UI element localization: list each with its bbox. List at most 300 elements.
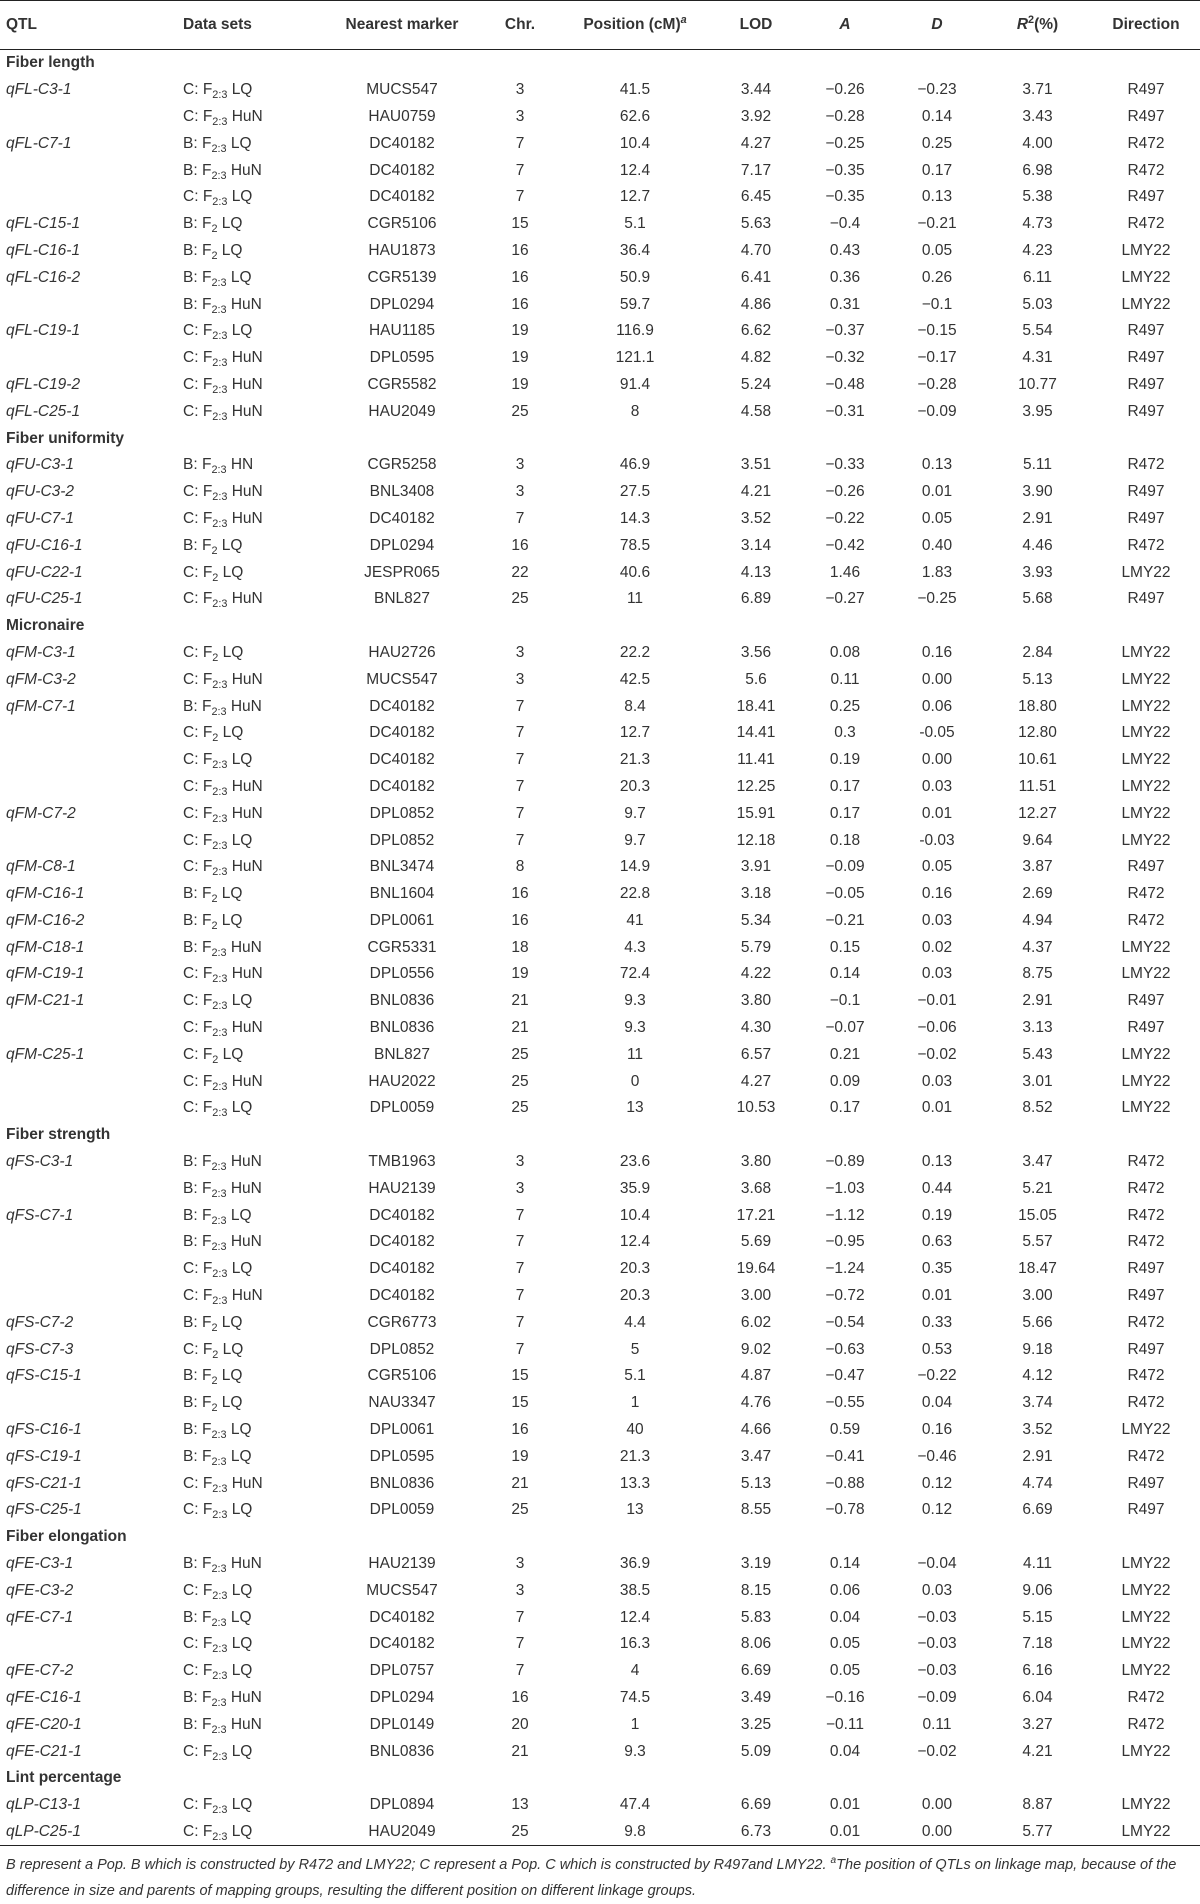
qtl-name bbox=[0, 1283, 177, 1310]
r2-percent: 8.87 bbox=[1022, 1796, 1053, 1814]
environment-code: HuN bbox=[231, 804, 263, 822]
direction: R497 bbox=[1127, 590, 1165, 608]
additive-effect: −0.16 bbox=[825, 1689, 865, 1706]
environment-code: LQ bbox=[221, 536, 243, 554]
position-cm: 40.6 bbox=[619, 563, 651, 581]
generation-subscript: 2:3 bbox=[212, 973, 228, 986]
environment-code: HuN bbox=[231, 777, 263, 795]
position-cm: 9.8 bbox=[557, 1819, 713, 1846]
additive-effect: −0.47 bbox=[825, 1367, 865, 1385]
position-cm: 9.3 bbox=[624, 1019, 646, 1037]
table-row bbox=[0, 1041, 1200, 1068]
dominance-effect: 0.01 bbox=[921, 804, 953, 822]
generation-subscript: 2:3 bbox=[211, 1214, 227, 1227]
chromosome: 3 bbox=[515, 1581, 525, 1599]
data-set: C: $F_{2:3}$ HuN bbox=[183, 670, 263, 691]
additive-effect: 0.31 bbox=[829, 295, 861, 313]
direction: LMY22 bbox=[1121, 697, 1171, 715]
nearest-marker: DPL0757 bbox=[369, 1662, 435, 1680]
dominance-effect: −0.22 bbox=[917, 1367, 957, 1385]
section-title: Lint percentage bbox=[6, 1769, 122, 1787]
qtl-name bbox=[0, 720, 177, 747]
population-code: C bbox=[183, 590, 195, 608]
nearest-marker: BNL0836 bbox=[369, 1019, 435, 1037]
nearest-marker: DC40182 bbox=[369, 188, 435, 206]
r2-percent: 5.21 bbox=[1022, 1179, 1053, 1197]
direction: R472 bbox=[1127, 1447, 1165, 1465]
position-cm: 116.9 bbox=[616, 322, 654, 340]
position-cm: 10.4 bbox=[619, 134, 651, 152]
dominance-effect: 0.13 bbox=[921, 1153, 953, 1171]
dominance-effect: 0.16 bbox=[921, 885, 953, 903]
additive-effect: −0.88 bbox=[825, 1474, 865, 1492]
nearest-marker: HAU2726 bbox=[368, 643, 436, 661]
nearest-marker: DPL0059 bbox=[369, 1099, 435, 1117]
population-code: B bbox=[183, 938, 194, 956]
environment-code: LQ bbox=[230, 1421, 252, 1439]
table-row bbox=[0, 1819, 1200, 1846]
chromosome: 25 bbox=[511, 1099, 529, 1117]
table-row bbox=[0, 1229, 1200, 1256]
position-cm: 46.9 bbox=[619, 456, 651, 474]
chromosome: 7 bbox=[515, 509, 525, 527]
direction: LMY22 bbox=[1121, 563, 1171, 581]
qtl-name: qFL-C15-1 bbox=[6, 215, 81, 233]
generation-subscript: 2:3 bbox=[211, 142, 227, 155]
direction: R472 bbox=[1127, 1689, 1165, 1706]
chromosome: 7 bbox=[515, 161, 525, 179]
r2-percent: 4.12 bbox=[1022, 1367, 1053, 1385]
qtl-name: qFS-C7-2 bbox=[6, 1313, 74, 1331]
direction: LMY22 bbox=[1121, 643, 1171, 661]
nearest-marker: DPL0294 bbox=[369, 536, 435, 554]
lod-value: 3.68 bbox=[740, 1179, 772, 1197]
environment-code: LQ bbox=[231, 1662, 253, 1680]
environment-code: LQ bbox=[231, 188, 253, 206]
environment-code: LQ bbox=[222, 1340, 244, 1358]
r2-percent: 2.91 bbox=[1022, 1447, 1053, 1465]
r2-percent: 12.27 bbox=[1018, 804, 1057, 822]
data-set: C: $F_{2:3}$ LQ bbox=[183, 1635, 253, 1656]
lod-value: 6.69 bbox=[740, 1796, 772, 1814]
additive-effect: −0.78 bbox=[825, 1501, 865, 1519]
additive-effect: −0.26 bbox=[825, 483, 865, 501]
population-code: B bbox=[183, 1206, 194, 1224]
dominance-effect: 0.53 bbox=[921, 1340, 953, 1358]
nearest-marker: JESPR065 bbox=[364, 563, 440, 581]
header-chr: Chr. bbox=[483, 1, 557, 50]
qtl-name bbox=[0, 1175, 177, 1202]
data-set: B: $F_2$ LQ bbox=[183, 1313, 243, 1334]
lod-value: 4.66 bbox=[740, 1421, 772, 1439]
nearest-marker: HAU2049 bbox=[368, 402, 436, 420]
table-row bbox=[0, 1631, 1200, 1658]
population-code: C bbox=[183, 1662, 195, 1680]
population-code: B bbox=[183, 161, 194, 179]
additive-effect: 0.01 bbox=[829, 1796, 861, 1814]
nearest-marker: DC40182 bbox=[369, 161, 435, 179]
table-row bbox=[0, 934, 1200, 961]
position-cm: 5 bbox=[630, 1340, 640, 1358]
additive-effect: 0.17 bbox=[829, 777, 861, 795]
dominance-effect: −0.17 bbox=[917, 349, 957, 367]
r2-percent: 9.64 bbox=[1022, 831, 1053, 849]
data-set: C: $F_{2:3}$ HuN bbox=[183, 804, 263, 825]
nearest-marker: DPL0059 bbox=[369, 1501, 435, 1519]
nearest-marker: CGR5331 bbox=[367, 938, 437, 956]
data-set: B: $F_{2:3}$ HuN bbox=[183, 938, 262, 959]
additive-effect: −0.41 bbox=[825, 1447, 865, 1465]
qtl-name: qFM-C21-1 bbox=[6, 992, 85, 1010]
position-cm: 50.9 bbox=[619, 268, 651, 286]
chromosome: 7 bbox=[515, 1260, 525, 1278]
generation-subscript: 2:3 bbox=[212, 491, 228, 504]
qtl-name: qFU-C7-1 bbox=[6, 509, 75, 527]
header-additive: A bbox=[799, 1, 891, 50]
population-code: C bbox=[183, 107, 195, 125]
r2-percent: 3.74 bbox=[1022, 1394, 1053, 1412]
lod-value: 12.25 bbox=[736, 777, 776, 795]
table-row bbox=[0, 1417, 1200, 1444]
r2-percent: 3.87 bbox=[1022, 858, 1053, 876]
chromosome: 25 bbox=[511, 590, 529, 608]
section-title: Micronaire bbox=[6, 617, 85, 635]
chromosome: 7 bbox=[515, 1313, 525, 1331]
direction: R497 bbox=[1127, 188, 1165, 206]
generation-subscript: 2:3 bbox=[212, 410, 228, 423]
generation-subscript: 2:3 bbox=[212, 1000, 228, 1013]
environment-code: HuN bbox=[230, 161, 262, 179]
lod-value: 3.56 bbox=[740, 643, 772, 661]
lod-value: 6.57 bbox=[740, 1045, 772, 1063]
table-row bbox=[0, 345, 1200, 372]
additive-effect: 0.06 bbox=[829, 1581, 861, 1599]
environment-code: HuN bbox=[231, 402, 263, 420]
additive-effect: −0.37 bbox=[825, 322, 865, 340]
direction: R472 bbox=[1127, 911, 1165, 929]
table-row bbox=[0, 211, 1200, 238]
table-row bbox=[0, 1390, 1200, 1417]
additive-effect: −0.48 bbox=[825, 375, 865, 393]
lod-value: 3.92 bbox=[740, 107, 772, 125]
environment-code: LQ bbox=[222, 563, 244, 581]
data-set: B: $F_{2:3}$ HuN bbox=[183, 1715, 262, 1736]
position-cm: 20.3 bbox=[619, 1260, 651, 1278]
section-row bbox=[0, 613, 1200, 640]
r2-percent: 2.91 bbox=[1022, 509, 1053, 527]
environment-code: HuN bbox=[231, 858, 263, 876]
data-set: C: $F_{2:3}$ HuN bbox=[183, 107, 263, 129]
generation-subscript: 2:3 bbox=[212, 1804, 228, 1817]
chromosome: 7 bbox=[515, 134, 525, 152]
nearest-marker: DC40182 bbox=[369, 1260, 435, 1278]
population-code: C bbox=[183, 402, 195, 420]
data-set: C: $F_{2:3}$ LQ bbox=[183, 1796, 253, 1817]
environment-code: LQ bbox=[230, 134, 252, 152]
r2-percent: 4.73 bbox=[1022, 215, 1053, 233]
data-set: B: $F_{2:3}$ HuN bbox=[183, 1689, 262, 1710]
dominance-effect: 0.25 bbox=[921, 134, 953, 152]
population-code: B bbox=[183, 215, 194, 233]
direction: R497 bbox=[1127, 375, 1165, 393]
population-code: B bbox=[183, 536, 194, 554]
lod-value: 19.64 bbox=[736, 1260, 776, 1278]
direction: R472 bbox=[1127, 134, 1165, 152]
data-set: C: $F_2$ LQ bbox=[183, 643, 244, 665]
qtl-name: qFL-C19-1 bbox=[6, 322, 81, 340]
r2-percent: 3.90 bbox=[1022, 483, 1053, 501]
nearest-marker: DPL0061 bbox=[369, 1421, 435, 1439]
chromosome: 16 bbox=[511, 1689, 529, 1706]
lod-value: 5.79 bbox=[740, 938, 772, 956]
lod-value: 17.21 bbox=[736, 1206, 776, 1224]
lod-value: 3.49 bbox=[740, 1689, 772, 1706]
dominance-effect: 0.01 bbox=[921, 483, 953, 501]
position-cm: 12.7 bbox=[619, 188, 651, 206]
position-cm: 40 bbox=[626, 1421, 644, 1439]
position-cm: 72.4 bbox=[619, 965, 651, 983]
environment-code: HuN bbox=[230, 1233, 262, 1251]
r2-percent: 6.69 bbox=[1022, 1501, 1053, 1519]
lod-value: 8.55 bbox=[740, 1501, 772, 1519]
qtl-name: qFM-C16-1 bbox=[6, 885, 85, 903]
dominance-effect: 0.63 bbox=[921, 1233, 953, 1251]
generation-subscript: 2:3 bbox=[212, 357, 228, 370]
table-row bbox=[0, 130, 1200, 157]
section-row bbox=[0, 1765, 1200, 1792]
position-cm: 41.5 bbox=[619, 81, 651, 99]
r2-percent: 4.94 bbox=[1022, 911, 1053, 929]
direction: R497 bbox=[1127, 1287, 1165, 1305]
direction: LMY22 bbox=[1121, 1421, 1171, 1439]
lod-value: 4.70 bbox=[740, 241, 772, 259]
direction: R497 bbox=[1127, 1260, 1165, 1278]
dominance-effect: -0.05 bbox=[919, 724, 955, 742]
r2-percent: 5.38 bbox=[1022, 188, 1053, 206]
environment-code: HN bbox=[230, 456, 254, 474]
direction: R472 bbox=[1127, 1367, 1165, 1385]
additive-effect: 0.14 bbox=[829, 1555, 861, 1573]
lod-value: 3.52 bbox=[740, 509, 772, 527]
nearest-marker: DC40182 bbox=[369, 724, 435, 742]
lod-value: 5.6 bbox=[745, 670, 767, 688]
dominance-effect: 0.00 bbox=[921, 1796, 953, 1814]
population-code: C bbox=[183, 322, 195, 340]
r2-percent: 6.16 bbox=[1022, 1662, 1053, 1680]
generation-subscript: 2:3 bbox=[212, 196, 228, 209]
lod-value: 3.80 bbox=[740, 992, 772, 1010]
data-set: C: $F_{2:3}$ LQ bbox=[183, 751, 253, 772]
dominance-effect: −0.09 bbox=[917, 402, 957, 420]
position-cm: 1 bbox=[630, 1394, 640, 1412]
data-set: B: $F_{2:3}$ HuN bbox=[183, 1555, 262, 1576]
direction: R497 bbox=[1127, 992, 1165, 1010]
r2-percent: 4.23 bbox=[1022, 241, 1053, 259]
qtl-name: qFE-C16-1 bbox=[6, 1689, 82, 1706]
additive-effect: −0.31 bbox=[825, 402, 865, 420]
table-row bbox=[0, 1363, 1200, 1390]
lod-value: 4.30 bbox=[740, 1019, 772, 1037]
generation-subscript: 2 bbox=[211, 1321, 218, 1334]
generation-subscript: 2:3 bbox=[212, 678, 228, 691]
data-set: C: $F_{2:3}$ LQ bbox=[183, 188, 253, 209]
dominance-effect: 0.17 bbox=[921, 161, 953, 179]
direction: R497 bbox=[1127, 322, 1165, 340]
environment-code: LQ bbox=[230, 1447, 252, 1465]
nearest-marker: BNL1604 bbox=[369, 885, 435, 903]
additive-effect: −0.95 bbox=[825, 1233, 865, 1251]
dominance-effect: 0.12 bbox=[921, 1501, 953, 1519]
header-lod: LOD bbox=[713, 1, 799, 50]
generation-subscript: 2:3 bbox=[212, 1027, 228, 1040]
environment-code: LQ bbox=[231, 1635, 253, 1653]
additive-effect: 0.3 bbox=[834, 724, 856, 742]
environment-code: LQ bbox=[231, 322, 253, 340]
generation-subscript: 2:3 bbox=[211, 276, 227, 289]
table-row bbox=[0, 1551, 1200, 1578]
environment-code: LQ bbox=[231, 1260, 253, 1278]
environment-code: HuN bbox=[231, 670, 263, 688]
position-cm: 9.3 bbox=[624, 1742, 646, 1760]
table-row bbox=[0, 1149, 1200, 1176]
additive-effect: −0.26 bbox=[825, 81, 865, 99]
additive-effect: −0.21 bbox=[825, 911, 865, 929]
r2-percent: 10.77 bbox=[1018, 375, 1057, 393]
table-row bbox=[0, 1497, 1200, 1524]
lod-value: 5.24 bbox=[740, 375, 772, 393]
nearest-marker: BNL0836 bbox=[369, 1742, 435, 1760]
generation-subscript: 2 bbox=[212, 571, 219, 584]
additive-effect: 0.05 bbox=[829, 1635, 861, 1653]
dominance-effect: 0.13 bbox=[921, 188, 953, 206]
position-cm: 4 bbox=[630, 1662, 640, 1680]
chromosome: 7 bbox=[515, 1662, 525, 1680]
environment-code: HuN bbox=[230, 938, 262, 956]
lod-value: 3.47 bbox=[740, 1447, 772, 1465]
r2-percent: 2.69 bbox=[1022, 885, 1053, 903]
r2-percent: 9.06 bbox=[1022, 1581, 1053, 1599]
qtl-name bbox=[0, 1095, 177, 1122]
direction: R497 bbox=[1127, 1474, 1165, 1492]
dominance-effect: 0.33 bbox=[921, 1313, 953, 1331]
nearest-marker: BNL3408 bbox=[369, 483, 435, 501]
direction: R497 bbox=[1127, 1340, 1165, 1358]
dominance-effect: −0.04 bbox=[917, 1555, 957, 1573]
chromosome: 22 bbox=[511, 563, 529, 581]
additive-effect: 0.19 bbox=[829, 751, 861, 769]
chromosome: 16 bbox=[511, 1421, 529, 1439]
generation-subscript: 2:3 bbox=[211, 1187, 227, 1200]
population-code: B bbox=[183, 1555, 194, 1573]
chromosome: 8 bbox=[515, 858, 525, 876]
table-footnote: B represent a Pop. B which is constructed by R472 and LMY22; C represent a Pop. C which is constructed by R497and LMY22. $^a$The position of QTLs on linkage map, because of the difference in size and parents of mapping groups, resulting the different position on different linkage groups. bbox=[6, 1855, 1177, 1900]
position-cm: 14.3 bbox=[619, 509, 651, 527]
dominance-effect: 0.04 bbox=[921, 1394, 953, 1412]
position-cm: 9.7 bbox=[624, 804, 646, 822]
data-set: C: $F_{2:3}$ HuN bbox=[183, 965, 263, 986]
qtl-name: qFE-C20-1 bbox=[6, 1715, 82, 1733]
position-cm: 20.3 bbox=[619, 1287, 651, 1305]
direction: LMY22 bbox=[1121, 1099, 1171, 1117]
table-row bbox=[0, 291, 1200, 318]
chromosome: 18 bbox=[511, 938, 529, 956]
direction: LMY22 bbox=[1121, 1662, 1171, 1680]
environment-code: LQ bbox=[230, 268, 252, 286]
lod-value: 6.45 bbox=[740, 188, 772, 206]
position-cm: 21.3 bbox=[619, 751, 651, 769]
dominance-effect: 0.03 bbox=[921, 1072, 953, 1090]
header-direction: Direction bbox=[1092, 1, 1200, 50]
direction: R472 bbox=[1127, 885, 1165, 903]
nearest-marker: HAU0759 bbox=[368, 107, 436, 125]
dominance-effect: 0.13 bbox=[921, 456, 953, 474]
generation-subscript: 2:3 bbox=[211, 1161, 227, 1174]
chromosome: 19 bbox=[511, 1447, 529, 1465]
chromosome: 15 bbox=[511, 215, 529, 233]
chromosome: 3 bbox=[515, 1179, 525, 1197]
chromosome: 13 bbox=[511, 1796, 529, 1814]
direction: LMY22 bbox=[1121, 938, 1171, 956]
generation-subscript: 2:3 bbox=[212, 1080, 228, 1093]
direction: R472 bbox=[1127, 1313, 1165, 1331]
population-code: C bbox=[183, 1340, 195, 1358]
table-row bbox=[0, 747, 1200, 774]
r2-percent: 4.21 bbox=[1022, 1742, 1053, 1760]
lod-value: 4.58 bbox=[740, 402, 772, 420]
population-code: C bbox=[183, 1019, 195, 1037]
table-row bbox=[0, 77, 1200, 104]
nearest-marker: BNL0836 bbox=[369, 992, 435, 1010]
table-row bbox=[0, 1283, 1200, 1310]
direction: R472 bbox=[1127, 1715, 1165, 1733]
environment-code: LQ bbox=[230, 1608, 252, 1626]
lod-value: 6.69 bbox=[740, 1662, 772, 1680]
nearest-marker: CGR5106 bbox=[367, 215, 437, 233]
position-cm: 22.2 bbox=[619, 643, 651, 661]
lod-value: 4.27 bbox=[740, 134, 772, 152]
population-code: B bbox=[183, 885, 194, 903]
environment-code: LQ bbox=[231, 751, 253, 769]
additive-effect: 0.18 bbox=[829, 831, 861, 849]
population-code: C bbox=[183, 724, 195, 742]
chromosome: 19 bbox=[511, 322, 529, 340]
population-code: C bbox=[183, 1796, 195, 1814]
generation-subscript: 2:3 bbox=[212, 1107, 228, 1120]
section-title: Fiber elongation bbox=[6, 1528, 127, 1546]
generation-subscript: 2:3 bbox=[212, 812, 228, 825]
table-row bbox=[0, 1738, 1200, 1765]
chromosome: 7 bbox=[515, 697, 525, 715]
population-code: C bbox=[183, 992, 195, 1010]
environment-code: LQ bbox=[231, 1581, 253, 1599]
data-set: B: $F_{2:3}$ LQ bbox=[183, 1608, 252, 1629]
header-nearest-marker: Nearest marker bbox=[321, 1, 483, 50]
population-code: B bbox=[183, 1608, 194, 1626]
population-code: B bbox=[183, 1179, 194, 1197]
chromosome: 21 bbox=[511, 1019, 529, 1037]
additive-effect: −0.1 bbox=[829, 992, 861, 1010]
data-set: C: $F_{2:3}$ HuN bbox=[183, 777, 263, 798]
position-cm: 35.9 bbox=[619, 1179, 651, 1197]
generation-subscript: 2:3 bbox=[211, 303, 227, 316]
chromosome: 3 bbox=[515, 456, 525, 474]
position-cm: 38.5 bbox=[619, 1581, 651, 1599]
population-code: C bbox=[183, 1099, 195, 1117]
qtl-name: qFL-C19-2 bbox=[6, 375, 81, 393]
table-row bbox=[0, 398, 1200, 425]
r2-percent: 6.11 bbox=[1022, 268, 1053, 286]
direction: LMY22 bbox=[1121, 295, 1171, 313]
